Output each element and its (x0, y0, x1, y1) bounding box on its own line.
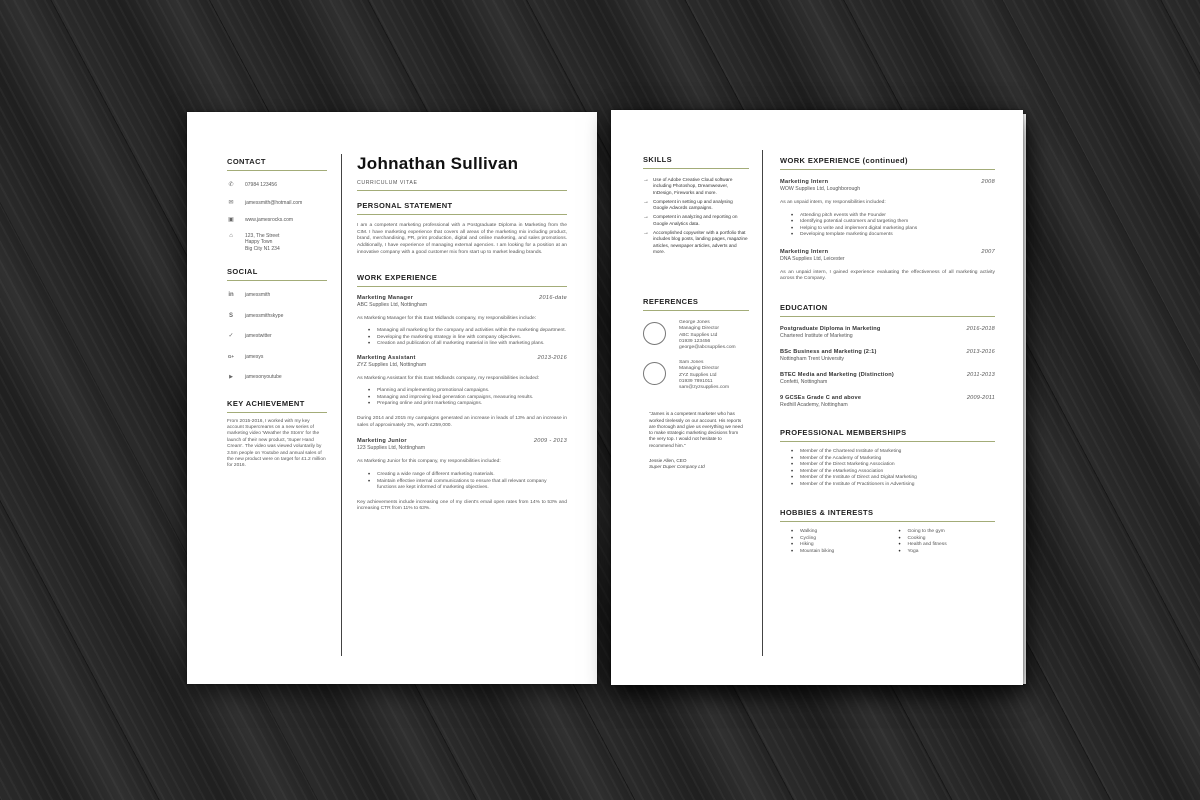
social-heading: SOCIAL (227, 267, 327, 281)
main-content (780, 156, 995, 555)
list-item: → Competent in setting up and analysing Google Adwords campaigns. (643, 198, 733, 211)
reference-role: Managing Director (679, 326, 719, 332)
job-intro: As an unpaid intern, my responsibilities included: (780, 200, 886, 205)
job-entry (357, 295, 567, 348)
twitter-icon: ✓ (228, 333, 234, 339)
memberships-list (780, 449, 995, 488)
list-item: • Helping to write and implement digital marketing plans (780, 226, 995, 233)
education-title: 9 GCSEs Grade C and above (780, 395, 862, 402)
list-item: • Mountain biking (780, 549, 888, 556)
education-item (780, 349, 995, 362)
education-title: BSc Business and Marketing (2:1) (780, 349, 877, 356)
social-linkedin[interactable]: in jamessmith (228, 292, 271, 298)
reference-name: Sam Jones (679, 360, 704, 366)
job-years: 2007 (981, 248, 995, 255)
candidate-name: Johnathan Sullivan (357, 154, 519, 173)
list-item: • Cycling (780, 536, 888, 543)
reference-company: ZYZ Supplies Ltd (679, 372, 717, 378)
references-heading: REFERENCES (643, 297, 749, 311)
reference-company: ABC Supplies Ltd (679, 332, 718, 338)
contact-website[interactable]: ▣ www.jamesrocks.com (228, 217, 294, 223)
job-entry (780, 249, 995, 283)
reference-name: George Jones (679, 320, 710, 326)
list-item: • Attending pitch events with the Founder (780, 213, 995, 220)
job-title: Marketing Intern (780, 248, 829, 255)
job-company: ABC Supplies Ltd, Nottingham (357, 301, 428, 308)
list-item: • Going to the gym (888, 529, 996, 536)
list-item: • Member of the Academy of Marketing (780, 456, 995, 463)
social-youtube[interactable]: ▶ jamesonyoutube (227, 374, 327, 381)
job-company: WOW Supplies Ltd, Loughborough (780, 186, 861, 192)
google-plus-icon: G+ (227, 353, 235, 359)
education-place: Chartered Institute of Marketing (780, 333, 853, 340)
education-title: Postgraduate Diploma in Marketing (780, 326, 881, 333)
linkedin-icon: in (228, 292, 234, 298)
job-years: 2009 - 2013 (533, 438, 567, 445)
job-years: 2013-2016 (537, 354, 567, 361)
education-years: 2013-2016 (966, 349, 995, 356)
list-item: • Member of the Direct Marketing Association (780, 462, 995, 469)
list-item: • Maintain effective internal communications to ensure that all relevant company functions are kept informed of marketing objectives. (357, 479, 567, 492)
job-entry (357, 355, 567, 430)
job-title: Marketing Manager (357, 294, 414, 301)
job-title: Marketing Assistant (357, 354, 416, 361)
monitor-icon: ▣ (228, 217, 234, 223)
avatar (643, 362, 666, 385)
main-content (357, 154, 567, 513)
phone-icon: ✆ (228, 182, 234, 188)
list-item: • Planning and implementing promotional campaigns. (357, 388, 567, 395)
education-place: Confetti, Nottingham (780, 379, 828, 386)
list-item: • Member of the Institute of Practitioners in Advertising (780, 482, 995, 489)
job-entry (780, 179, 995, 239)
job-bullets (357, 328, 567, 348)
list-item: • Managing and improving lead generation campaigns, measuring results. (357, 395, 567, 402)
list-item: • Creation and publication of all marketing material in line with marketing plans. (357, 341, 567, 348)
list-item: • Yoga (888, 549, 996, 556)
education-place: Nottingham Trent University (780, 356, 845, 363)
job-summary: During 2014 and 2015 my campaigns generated an increase in leads of 13% and an increase in sales of approximately 3%, worth £259,000. (357, 415, 567, 428)
sidebar (643, 155, 749, 471)
list-item: • Developing template marketing documents (780, 232, 995, 239)
column-divider (341, 154, 342, 656)
home-icon: ⌂ (229, 232, 233, 239)
job-title: Marketing Intern (780, 179, 829, 185)
contact-address: ⌂ 123, The Street Happy Town Big City N1 234 (227, 233, 327, 253)
list-item: • Cooking (888, 536, 996, 543)
work-heading: WORK EXPERIENCE (357, 273, 567, 287)
skype-icon: S (228, 312, 233, 319)
list-item: • Identifying potential customers and targeting them (780, 219, 995, 226)
achievement-heading: KEY ACHIEVEMENT (227, 399, 327, 413)
skills-list (643, 177, 749, 255)
list-item: • Walking (780, 529, 888, 536)
arrow-right-icon: → (643, 214, 649, 221)
testimonial-author: Jessie Allen, CEO (649, 458, 687, 464)
testimonial-quote: "James is a competent marketer who has worked tirelessly on our account. His reports are thorough and give us everything we need to make strategic marketing decisions from the very top. I would not hesitate to recommend him." (649, 411, 743, 448)
list-item: • Member of the eMarketing Association (780, 469, 995, 476)
achievement-text: From 2015-2016, I worked with my key account Supercreams on a new series of marketing video 'Weather the Storm' for the launch of their new product, 'Super Hand Cream'. The video was viewed voluntarily by 3.5m people on Youtube and annual sales of the new product were on target for £1.2 million for 2016. (227, 418, 326, 469)
list-item: • Developing the marketing strategy in line with company objectives. (357, 335, 567, 342)
testimonial-company: Super Duper Company Ltd (649, 464, 705, 470)
list-item: → Competent in analyzing and reporting on Google Analytics data. (643, 214, 738, 226)
job-bullets (780, 213, 995, 239)
education-years: 2011-2013 (966, 372, 995, 379)
column-divider (762, 150, 763, 656)
education-item (780, 372, 995, 385)
job-bullets (357, 388, 567, 408)
education-place: Redhill Academy, Nottingham (780, 402, 848, 409)
contact-heading: CONTACT (227, 157, 327, 171)
list-item: • Hiking (780, 542, 888, 549)
social-google-plus[interactable]: G+ jamesys (227, 353, 264, 360)
skills-heading: SKILLS (643, 155, 749, 169)
job-title: Marketing Junior (357, 438, 407, 445)
social-skype[interactable]: S jamessmithskype (228, 312, 284, 319)
job-years: 2016-date (539, 294, 567, 301)
reference-email[interactable]: george@abcsupplies.com (679, 345, 736, 351)
hobbies-list (780, 529, 995, 555)
job-company: 123 Supplies Ltd, Nottingham (357, 445, 426, 452)
arrow-right-icon: → (643, 230, 649, 237)
reference-role: Managing Director (679, 366, 719, 372)
job-intro: As an unpaid intern, I gained experience evaluating the effectiveness of all marketing activity across the Company. (780, 269, 995, 282)
avatar (643, 322, 666, 345)
cv-page-1 (187, 112, 597, 684)
list-item: • Health and fitness (888, 542, 996, 549)
job-entry (357, 438, 567, 513)
reference-email[interactable]: sam@zyzsupplies.com (679, 385, 730, 391)
list-item: • Managing all marketing for the company and activities within the marketing department. (357, 328, 567, 335)
statement-heading: PERSONAL STATEMENT (357, 201, 567, 215)
social-twitter[interactable]: ✓ jamestwitter (228, 333, 272, 339)
arrow-right-icon: → (643, 177, 649, 183)
sidebar (227, 157, 327, 470)
reference-entry (643, 320, 749, 351)
list-item: • Creating a wide range of different marketing materials. (357, 472, 567, 479)
job-intro: As Marketing Manager for this East Midlands company, my responsibilities include: (357, 315, 537, 321)
list-item: → Use of Adobe Creative Cloud software including Photoshop, Dreamweaver, InDesign, Fireworks and more. (643, 177, 733, 195)
education-heading: EDUCATION (780, 303, 995, 317)
list-item: • Member of the Chartered Institute of Marketing (780, 449, 995, 456)
list-item: → Accomplished copywriter with a portfolio that includes blog posts, landing pages, magazine articles, newspaper articles, adverts and more. (643, 230, 748, 254)
contact-phone: ✆ 07984 123456 (228, 182, 277, 188)
education-title: BTEC Media and Marketing (Distinction) (780, 372, 894, 379)
education-years: 2009-2011 (966, 395, 995, 402)
job-company: ZYZ Supplies Ltd, Nottingham (357, 361, 427, 368)
list-item: • Preparing online and print marketing campaigns. (357, 401, 567, 408)
job-summary: Key achievements include increasing one of my client's email open rates from 14% to 53% and increasing CTR from 11% to 63%. (357, 499, 567, 512)
reference-phone: 01939 7891011 (679, 378, 713, 384)
work-continued-heading: WORK EXPERIENCE (continued) (780, 156, 995, 170)
job-intro: As Marketing Assistant for this East Midlands company, my responsibilities included: (357, 375, 540, 381)
cv-subtitle: CURRICULUM VITAE (357, 180, 567, 191)
job-years: 2008 (981, 179, 995, 185)
reference-phone: 01939 123456 (679, 338, 711, 344)
education-item (780, 326, 995, 339)
arrow-right-icon: → (643, 198, 649, 205)
reference-entry (643, 360, 749, 391)
envelope-icon: ✉ (228, 199, 234, 206)
education-years: 2016-2018 (966, 326, 995, 333)
cv-page-2 (611, 110, 1023, 685)
statement-text: I am a competent marketing professional with a Postgraduate Diploma in Marketing from the CIM. I have marketing experience that covers all areas of the marketing mix including product, brand, merchandising, PR, print production, digital and online marketing, and sales promotions. Additionally, I have experience of managing external agencies. I am looking for a position at an innovative company with a good customer mix from start up to market leading brands. (357, 223, 567, 255)
job-company: DNA Supplies Ltd, Leicester (780, 255, 845, 262)
memberships-heading: PROFESSIONAL MEMBERSHIPS (780, 428, 995, 442)
testimonial (649, 411, 744, 470)
contact-email[interactable]: ✉ jamessmith@hotmail.com (228, 199, 303, 206)
education-item (780, 395, 995, 408)
youtube-icon: ▶ (229, 374, 233, 380)
job-intro: As Marketing Junior for this company, my responsibilities included: (357, 459, 501, 465)
hobbies-heading: HOBBIES & INTERESTS (780, 508, 995, 522)
list-item: • Member of the Institute of Direct and Digital Marketing (780, 475, 995, 482)
job-bullets (357, 472, 567, 492)
